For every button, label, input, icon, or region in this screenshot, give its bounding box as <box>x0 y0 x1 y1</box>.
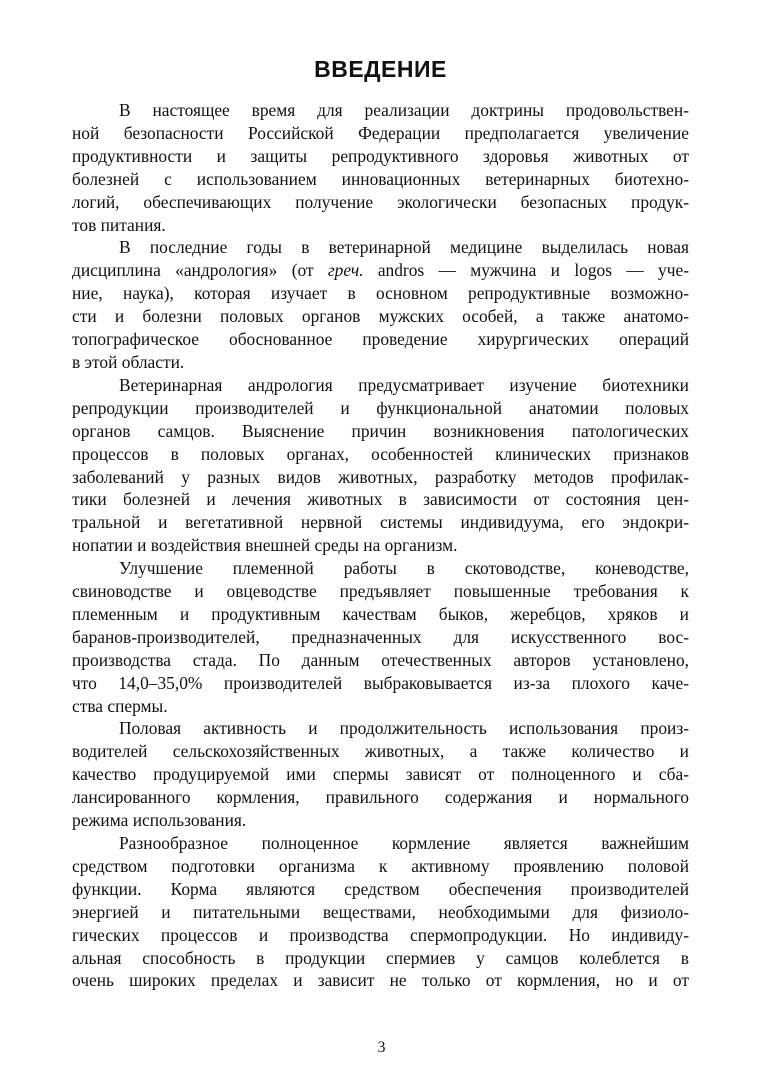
text-line: органов самцов. Выяснение причин возникновения патологических <box>72 420 689 441</box>
text-line: что 14,0–35,0% производителей выбраковывается из-за плохого каче- <box>72 672 689 693</box>
text-line: гических процессов и производства спермопродукции. Но индивиду- <box>72 924 689 945</box>
text-line: лансированного кормления, правильного содержания и нормального <box>72 787 689 808</box>
text-line: племенным и продуктивным качествам быков, жеребцов, хряков и <box>72 603 689 624</box>
page-number: 3 <box>377 1039 386 1056</box>
text-line: нопатии и воздействия внешней среды на организм. <box>72 535 458 556</box>
text-line: режима использования. <box>72 810 247 831</box>
text-line: альная способность в продукции спермиев у самцов колеблется в <box>72 947 689 968</box>
document-page <box>72 50 689 992</box>
text-line: баранов-производителей, предназначенных для искусственного вос- <box>72 626 689 647</box>
text-line: заболеваний у разных видов животных, разработку методов профилак- <box>72 466 689 487</box>
text-line: В последние годы в ветеринарной медицине выделилась новая <box>119 237 689 258</box>
text-line: в этой области. <box>72 351 185 372</box>
text-line: ной безопасности Российской Федерации предполагается увеличение <box>72 122 689 143</box>
text-line: очень широких пределах и зависит не только от кормления, но и от <box>72 970 689 991</box>
text-line: тральной и вегетативной нервной системы индивидуума, его эндокри- <box>72 512 689 533</box>
text-line: болезней с использованием инновационных ветеринарных биотехно- <box>72 168 689 189</box>
paragraph <box>72 557 689 717</box>
paragraph <box>72 832 689 992</box>
text-line: логий, обеспечивающих получение экологически безопасных продук- <box>72 191 689 212</box>
text-line: репродукции производителей и функциональной анатомии половых <box>72 397 689 418</box>
text-line: процессов в половых органах, особенностей клинических признаков <box>72 443 689 464</box>
text-line: Половая активность и продолжительность использования произ- <box>119 718 689 739</box>
text-line: В настоящее время для реализации доктрины продовольствен- <box>119 100 689 120</box>
paragraph <box>72 717 689 832</box>
text-line: Улучшение племенной работы в скотоводстве, коневодстве, <box>119 558 689 579</box>
paragraph <box>72 374 689 557</box>
text-line: тики болезней и лечения животных в зависимости от состояния цен- <box>72 489 689 510</box>
text-line: средством подготовки организма к активному проявлению половой <box>72 855 689 876</box>
text-line: Разнообразное полноценное кормление является важнейшим <box>119 833 689 853</box>
page-title: ВВЕДЕНИЕ <box>314 56 447 82</box>
text-line: ние, наука), которая изучает в основном репродуктивные возможно- <box>72 283 689 304</box>
text-line: функции. Корма являются средством обеспечения производителей <box>72 878 689 899</box>
text-line: сти и болезни половых органов мужских особей, а также анатомо- <box>72 306 689 327</box>
body-text <box>72 99 689 992</box>
text-line: дисциплина «андрология» (от греч. andros — мужчина и logos — уче- <box>72 260 689 281</box>
text-line: тов питания. <box>72 214 166 235</box>
paragraph <box>72 99 689 236</box>
text-line: энергией и питательными веществами, необходимыми для физиоло- <box>72 901 689 922</box>
text-line: ства спермы. <box>72 695 168 716</box>
text-line: свиноводстве и овцеводстве предъявляет повышенные требования к <box>72 581 689 602</box>
paragraph <box>72 236 689 373</box>
text-line: топографическое обоснованное проведение хирургических операций <box>72 329 689 350</box>
text-line: Ветеринарная андрология предусматривает изучение биотехники <box>119 374 689 395</box>
text-line: продуктивности и защиты репродуктивного здоровья животных от <box>72 145 689 166</box>
text-line: водителей сельскохозяйственных животных, а также количество и <box>72 741 689 762</box>
text-line: производства стада. По данным отечественных авторов установлено, <box>72 649 689 670</box>
text-line: качество продуцируемой ими спермы зависят от полноценного и сба- <box>72 764 689 785</box>
